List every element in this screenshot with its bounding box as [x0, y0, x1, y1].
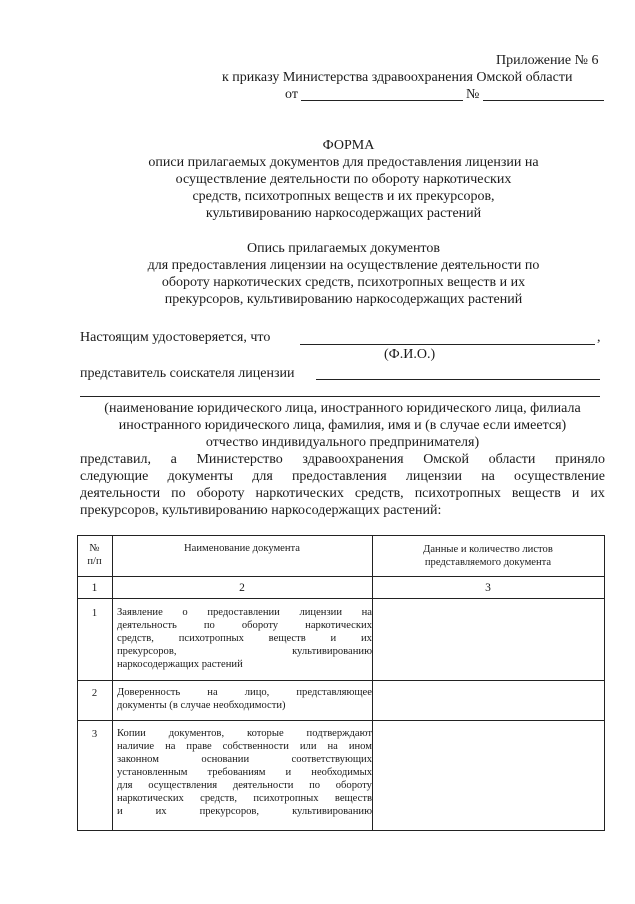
- word: и: [285, 767, 292, 778]
- header-data-line-2: представляемого документа: [424, 557, 552, 568]
- paragraph-line-2: [80, 468, 605, 485]
- row-2-number: 2: [91, 688, 98, 699]
- table-border-left: [77, 535, 78, 831]
- word: области: [488, 452, 536, 467]
- word: прекурсоров,: [199, 806, 260, 817]
- word: лицензии: [405, 469, 463, 484]
- word: их: [590, 486, 605, 501]
- word: основании: [201, 754, 250, 765]
- form-title: ФОРМА: [322, 138, 375, 153]
- word: на: [361, 607, 372, 618]
- word: законном: [117, 754, 159, 765]
- inventory-title-line-1: Опись прилагаемых документов: [247, 241, 440, 256]
- fio-caption: (Ф.И.О.): [384, 347, 436, 362]
- form-subtitle-line-4: культивированию наркосодержащих растений: [205, 206, 482, 221]
- word: документов,: [168, 728, 225, 739]
- row-2-line-1: [117, 687, 372, 700]
- word: на: [481, 469, 495, 484]
- word: для: [117, 780, 133, 791]
- word: культивированию: [292, 646, 372, 657]
- word: средств,: [117, 633, 154, 644]
- appendix-number: Приложение № 6: [496, 53, 599, 68]
- word: лицо,: [244, 687, 270, 698]
- order-number-blank-line: [483, 100, 604, 101]
- table-border-top: [77, 535, 605, 536]
- word: праве: [186, 741, 212, 752]
- word: наркотических: [255, 486, 344, 501]
- form-subtitle-line-3: средств, психотропных веществ и их прекурсоров,: [192, 189, 495, 204]
- table-divider-1: [112, 535, 113, 831]
- row-3-line-6: [117, 793, 372, 806]
- word: ином: [348, 741, 372, 752]
- word: и: [571, 486, 580, 501]
- row-2-line-2: документы (в случае необходимости): [117, 700, 286, 711]
- table-divider-2: [372, 535, 373, 831]
- word: Заявление: [117, 607, 163, 618]
- word: на: [207, 687, 218, 698]
- org-note-line-1: (наименование юридического лица, иностранного юридического лица, филиала: [104, 401, 581, 416]
- table-row1-bottom: [77, 680, 605, 681]
- row-3-number: 3: [91, 729, 98, 740]
- word: Министерство: [196, 452, 283, 467]
- row-1-line-1: [117, 607, 372, 620]
- word: деятельность: [117, 620, 177, 631]
- header-num-line-1: №: [89, 543, 100, 554]
- row-3-line-4: [117, 767, 372, 780]
- word: здравоохранения: [302, 452, 404, 467]
- word: наркотических: [305, 620, 372, 631]
- word: собственности: [222, 741, 289, 752]
- documents-table: [77, 535, 605, 831]
- paragraph-line-4: прекурсоров, культивированию наркосодержащих растений:: [80, 503, 442, 518]
- word: наркотических: [117, 793, 184, 804]
- column-number-1: 1: [91, 582, 98, 594]
- certify-text: Настоящим удостоверяется, что: [80, 330, 271, 345]
- form-subtitle-line-1: описи прилагаемых документов для предоставления лицензии на: [148, 155, 539, 170]
- word: веществ: [511, 486, 561, 501]
- word: подтверждают: [306, 728, 372, 739]
- word: деятельности: [232, 780, 294, 791]
- word: деятельности: [80, 486, 161, 501]
- row-1-line-4: [117, 646, 372, 659]
- word: обороту: [335, 780, 372, 791]
- column-number-2: 2: [239, 582, 245, 594]
- date-label: от: [285, 87, 298, 102]
- row-3-line-2: [117, 741, 372, 754]
- word: Доверенность: [117, 687, 181, 698]
- word: предоставлении: [207, 607, 280, 618]
- word: на: [165, 741, 176, 752]
- word: наличие: [117, 741, 155, 752]
- word: документы: [167, 469, 234, 484]
- word: и: [117, 806, 123, 817]
- word: обороту: [196, 486, 245, 501]
- inventory-title-line-3: обороту наркотических средств, психотропных веществ и их: [161, 275, 526, 290]
- header-data-line-1: Данные и количество листов: [423, 544, 553, 555]
- word: предоставления: [291, 469, 387, 484]
- word: необходимых: [311, 767, 372, 778]
- inventory-title-line-2: для предоставления лицензии на осуществление деятельности по: [147, 258, 540, 273]
- word: соответствующих: [291, 754, 372, 765]
- row-3-line-7: [117, 806, 372, 819]
- word: представил,: [80, 452, 151, 467]
- fio-blank-line: [300, 344, 595, 345]
- word: установленным: [117, 767, 188, 778]
- word: приняло: [555, 452, 605, 467]
- word: по: [309, 780, 321, 791]
- certify-comma: ,: [597, 330, 601, 345]
- column-number-3: 3: [485, 582, 491, 594]
- row-1-line-5: наркосодержащих растений: [117, 659, 243, 670]
- word: веществ: [334, 793, 372, 804]
- header-num-line-2: п/п: [87, 556, 102, 567]
- order-number-label: №: [466, 87, 480, 102]
- date-blank-line: [301, 100, 463, 101]
- word: прекурсоров,: [117, 646, 177, 657]
- row-3-line-3: [117, 754, 372, 767]
- table-border-right: [604, 535, 605, 831]
- word: осуществления: [148, 780, 218, 791]
- row-1-line-2: [117, 620, 372, 633]
- word: средств,: [354, 486, 404, 501]
- word: лицензии: [299, 607, 342, 618]
- row-3-line-5: [117, 780, 372, 793]
- word: представляющее: [296, 687, 372, 698]
- word: следующие: [80, 469, 149, 484]
- word: психотропных: [178, 633, 244, 644]
- word: осуществление: [514, 469, 605, 484]
- word: их: [360, 633, 372, 644]
- word: а: [170, 452, 177, 467]
- word: веществ: [268, 633, 306, 644]
- word: на: [327, 741, 338, 752]
- table-border-bottom: [77, 830, 605, 831]
- word: которые: [246, 728, 284, 739]
- table-colnum-bottom: [77, 598, 605, 599]
- word: по: [203, 620, 215, 631]
- paragraph-line-1: [80, 451, 605, 468]
- word: и: [330, 633, 337, 644]
- row-1-line-3: [117, 633, 372, 646]
- paragraph-line-3: [80, 485, 605, 502]
- representative-blank-line: [316, 379, 600, 380]
- form-subtitle-line-2: осуществление деятельности по обороту наркотических: [175, 172, 512, 187]
- word: о: [182, 607, 188, 618]
- word: обороту: [241, 620, 279, 631]
- organization-blank-line: [80, 396, 600, 397]
- word: для: [252, 469, 273, 484]
- header-document-name: Наименование документа: [183, 543, 301, 554]
- row-1-number: 1: [91, 608, 98, 619]
- word: средств,: [200, 793, 238, 804]
- word: Копии: [117, 728, 146, 739]
- word: Омской: [423, 452, 469, 467]
- table-header-bottom: [77, 576, 605, 577]
- org-note-line-3: отчество индивидуального предпринимателя): [205, 435, 480, 450]
- word: по: [171, 486, 186, 501]
- representative-text: представитель соискателя лицензии: [80, 366, 295, 381]
- order-reference: к приказу Министерства здравоохранения Омской области: [222, 70, 573, 85]
- word: психотропных: [414, 486, 501, 501]
- word: или: [299, 741, 317, 752]
- table-row2-bottom: [77, 720, 605, 721]
- word: психотропных: [253, 793, 319, 804]
- row-3-line-1: [117, 728, 372, 741]
- org-note-line-2: иностранного юридического лица, фамилия, имя и (в случае если имеется): [118, 418, 567, 433]
- word: требованиям: [207, 767, 266, 778]
- word: культивированию: [292, 806, 372, 817]
- inventory-title-line-4: прекурсоров, культивированию наркосодержащих растений: [164, 292, 523, 307]
- word: их: [155, 806, 167, 817]
